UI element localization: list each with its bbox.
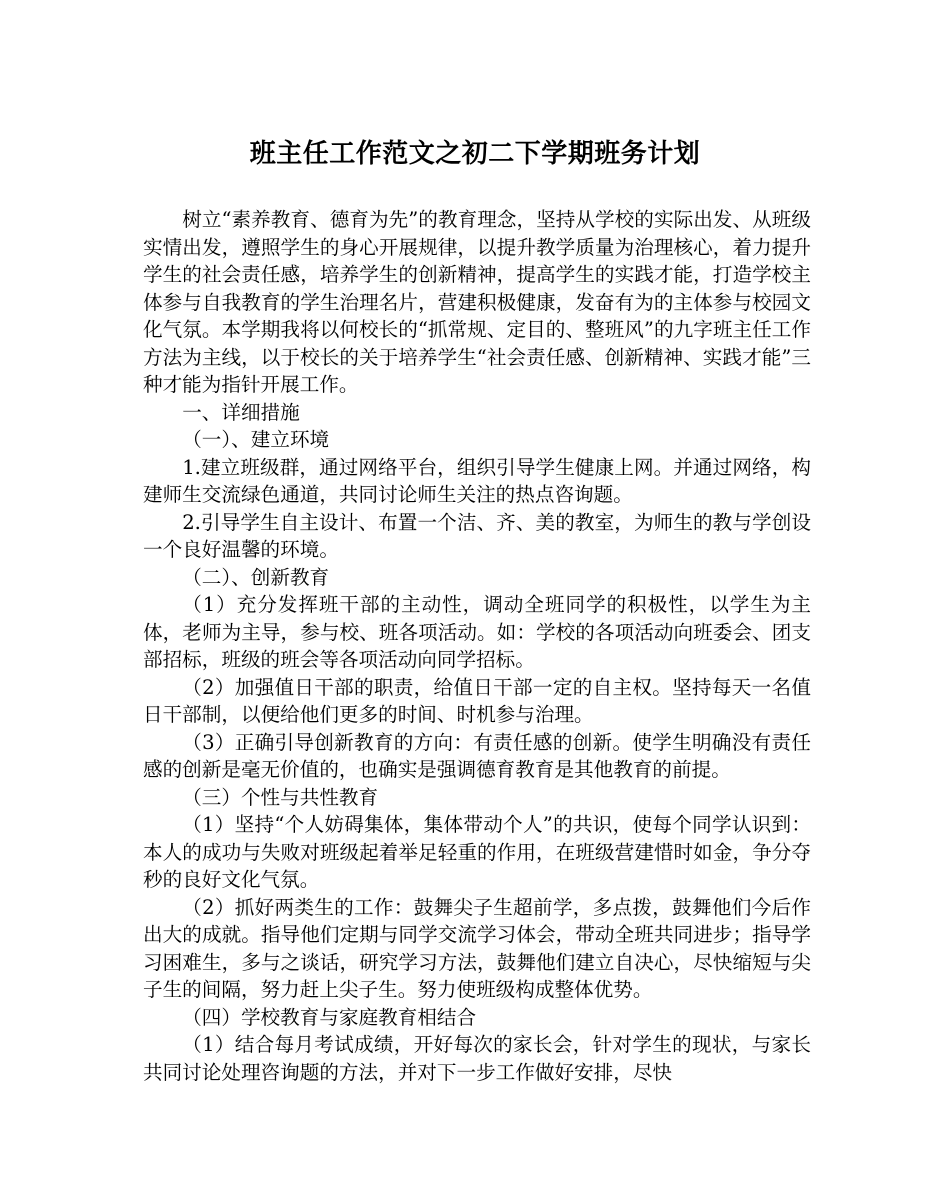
paragraph-duty-cadres: （2）加强值日干部的职责，给值日干部一定的自主权。坚持每天一名值日干部制，以便给他们更多的时间、时机参与治理。 [143,675,811,726]
section-heading-measures: 一、详细措施 [182,400,300,424]
intro-paragraph: 树立“素养教育、德育为先”的教育理念，坚持从学校的实际出发、从班级实情出发，遵照学生的身心开展规律，以提升教学质量为治理核心，着力提升学生的社会责任感，培养学生的创新精神，提高学生的实践才能，打造学校主体参与自我教育的学生治理名片，营建积极健康，发奋有为的主体参与校园文化气氛。本学期我将以何校长的“抓常规、定目的、整班风”的九字班主任工作方法为主线，以于校长的关于培养学生“社会责任感、创新精神、实践才能”三种才能为指针开展工作。 [143,208,811,396]
paragraph-classroom-design: 2.引导学生自主设计、布置一个洁、齐、美的教室，为师生的教与学创设一个良好温馨的环境。 [143,510,811,561]
subsection-heading-environment: （一）、建立环境 [182,428,330,451]
paragraph-innovation-direction: （3）正确引导创新教育的方向：有责任感的创新。使学生明确没有责任感的创新是毫无价值的，也确实是强调德育教育是其他教育的前提。 [143,730,811,781]
subsection-heading-innovation: （二）、创新教育 [182,565,330,589]
document-body [143,206,811,1086]
document-title: 班主任工作范文之初二下学期班务计划 [249,139,701,169]
paragraph-class-cadres: （1）充分发挥班干部的主动性，调动全班同学的积极性，以学生为主体，老师为主导，参与校、班各项活动。如：学校的各项活动向班委会、团支部招标，班级的班会等各项活动向同学招标。 [143,593,811,671]
paragraph-collective-consensus: （1）坚持“个人妨碍集体，集体带动个人”的共识，使每个同学认识到：本人的成功与失败对班级起着举足轻重的作用，在班级营建惜时如金，争分夺秒的良好文化气氛。 [143,813,811,891]
subsection-heading-family: （四）学校教育与家庭教育相结合 [182,1005,477,1029]
paragraph-parent-meetings: （1）结合每月考试成绩，开好每次的家长会，针对学生的现状，与家长共同讨论处理咨询题的方法，并对下一步工作做好安排，尽快 [143,1033,811,1084]
subsection-heading-individuality: （三）个性与共性教育 [182,785,379,809]
paragraph-class-group: 1.建立班级群，通过网络平台，组织引导学生健康上网。并通过网络，构建师生交流绿色通道，共同讨论师生关注的热点咨询题。 [143,455,811,506]
paragraph-two-student-types: （2）抓好两类生的工作：鼓舞尖子生超前学，多点拨，鼓舞他们今后作出大的成就。指导他们定期与同学交流学习体会，带动全班共同进步；指导学习困难生，多与之谈话，研究学习方法，鼓舞他们建立自决心，尽快缩短与尖子生的间隔，努力赶上尖子生。努力使班级构成整体优势。 [143,895,811,1001]
